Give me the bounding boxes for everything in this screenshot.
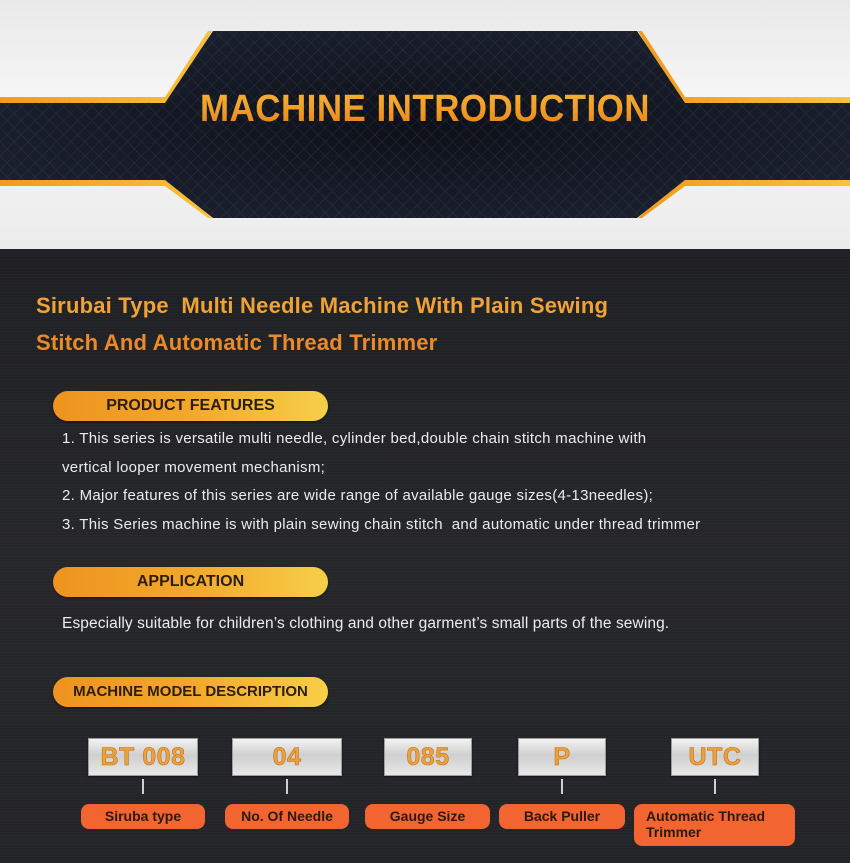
headline-line-1: Sirubai Type Multi Needle Machine With Plain Sewing	[36, 293, 609, 318]
feature-line: 1. This series is versatile multi needle, cylinder bed,double chain stitch machine with	[62, 430, 647, 447]
feature-line: 2. Major features of this series are wide range of available gauge sizes(4-13needles);	[62, 487, 654, 505]
connector-line	[561, 779, 563, 794]
content-area	[0, 249, 850, 863]
label-gauge-size: Gauge Size	[365, 804, 490, 829]
model-code-needle: 04	[232, 738, 342, 776]
connector-line	[714, 779, 716, 794]
headline-line-2: Stitch And Automatic Thread Trimmer	[36, 330, 438, 355]
connector-line	[142, 779, 144, 794]
label-back-puller: Back Puller	[499, 804, 625, 829]
feature-line: vertical looper movement mechanism;	[62, 458, 326, 476]
label-siruba-type: Siruba type	[81, 804, 205, 829]
model-code-siruba-type: BT 008	[88, 738, 198, 776]
model-code-utc: UTC	[671, 738, 759, 776]
label-no-of-needle: No. Of Needle	[225, 804, 349, 829]
application-text: Especially suitable for children’s clothing and other garment’s small parts of the sewing.	[62, 615, 670, 632]
label-automatic-thread-trimmer: Automatic Thread Trimmer	[634, 804, 795, 846]
connector-line	[286, 779, 288, 794]
banner-title: MACHINE INTRODUCTION	[34, 88, 816, 131]
product-headline	[36, 287, 608, 361]
feature-line: 3. This Series machine is with plain sewing chain stitch and automatic under thread trimmer	[62, 516, 701, 534]
model-code-gauge: 085	[384, 738, 472, 776]
banner	[0, 0, 850, 249]
application-heading: APPLICATION	[53, 567, 328, 597]
product-features-heading: PRODUCT FEATURES	[53, 391, 328, 421]
features-list	[62, 425, 700, 540]
model-description-heading: MACHINE MODEL DESCRIPTION	[53, 677, 328, 707]
model-code-back-puller: P	[518, 738, 606, 776]
